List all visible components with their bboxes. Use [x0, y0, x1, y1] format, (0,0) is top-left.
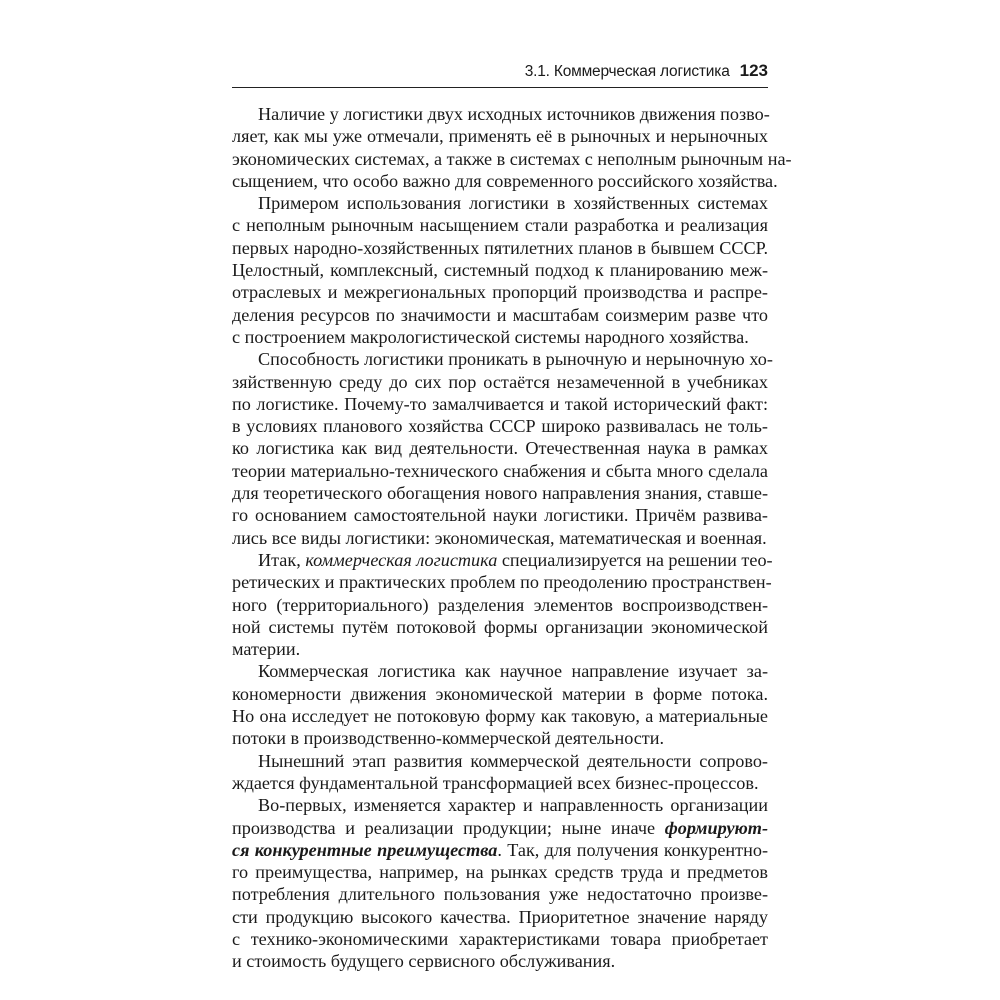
paragraph [232, 660, 768, 749]
paragraph [232, 794, 768, 972]
emphasized-text: формируют- [664, 817, 768, 838]
text-span: Примером использования логистики в хозяйственных системах [258, 193, 768, 214]
text-span: деления ресурсов по значимости и масштабам соизмерим разве что [232, 304, 768, 325]
text-line [232, 638, 768, 660]
text-line [232, 170, 778, 192]
text-line [232, 527, 768, 549]
text-span: ретических и практических проблем по преодолению пространствен- [232, 572, 772, 593]
text-line [232, 683, 768, 705]
text-line [232, 549, 773, 571]
text-line [232, 437, 768, 459]
text-span: в условиях планового хозяйства СССР широко развивалась не толь- [232, 416, 768, 437]
text-span: экономических системах, а также в системах с неполным рыночным на- [232, 148, 792, 169]
section-title: 3.1. Коммерческая логистика [524, 63, 730, 80]
text-line [232, 817, 768, 839]
text-span: для теоретического обогащения нового направления знания, ставше- [232, 483, 768, 504]
paragraph [232, 348, 773, 549]
text-span: Наличие у логистики двух исходных источников движения позво- [258, 104, 770, 124]
text-span: зяйственную среду до сих пор остаётся незамеченной в учебниках [232, 371, 768, 392]
text-span: ного (территориального) разделения элементов воспроизводствен- [232, 594, 768, 615]
text-line [232, 950, 768, 972]
text-span: с построением макрологистической системы народного хозяйства. [232, 326, 749, 347]
text-line [232, 281, 768, 303]
text-span: кономерности движения экономической материи в форме потока. [232, 683, 768, 704]
text-line [232, 326, 768, 348]
text-span: по логистике. Почему-то замалчивается и такой исторический факт: [232, 393, 768, 414]
text-span: первых народно-хозяйственных пятилетних планов в бывшем СССР. [232, 237, 768, 258]
text-line [232, 482, 768, 504]
text-line [232, 148, 792, 170]
paragraph [232, 103, 792, 192]
text-span: Коммерческая логистика как научное направление изучает за- [258, 661, 768, 682]
text-span: Нынешний этап развития коммерческой деятельности сопрово- [258, 750, 768, 771]
text-line [232, 594, 768, 616]
running-header [232, 58, 768, 88]
text-line [232, 415, 768, 437]
text-line [232, 237, 768, 259]
text-line [232, 928, 768, 950]
text-line [232, 393, 768, 415]
text-line [232, 794, 768, 816]
paragraph [232, 192, 768, 348]
text-line [232, 192, 768, 214]
text-span: Но она исследует не потоковую форму как таковую, а материальные [232, 706, 768, 727]
text-span: материи. [232, 639, 301, 660]
text-line [232, 214, 768, 236]
text-line [232, 103, 768, 125]
text-line [232, 906, 768, 928]
text-line [232, 504, 768, 526]
text-line [232, 304, 768, 326]
text-span: ждается фундаментальной трансформацией всех бизнес-процессов. [232, 772, 759, 793]
text-line [232, 259, 768, 281]
text-span: ко логистика как вид деятельности. Отечественная наука в рамках [232, 438, 768, 459]
text-line [232, 660, 768, 682]
text-line [232, 705, 768, 727]
text-span: потоки в производственно-коммерческой деятельности. [232, 728, 665, 749]
text-span: го преимущества, например, на рынках средств труда и предметов [232, 862, 768, 883]
text-line [232, 750, 768, 772]
text-span: . Так, для получения конкурентно- [497, 839, 768, 860]
text-span: сти продукцию высокого качества. Приоритетное значение наряду [232, 906, 768, 927]
text-span: Способность логистики проникать в рыночную и нерыночную хо- [258, 349, 773, 370]
text-line [232, 616, 768, 638]
body-text [232, 103, 792, 973]
text-span: отраслевых и межрегиональных пропорций производства и распре- [232, 282, 768, 303]
text-line [232, 772, 768, 794]
text-span: теории материально-технического снабжения и сбыта много сделала [232, 460, 768, 481]
text-span: Целостный, комплексный, системный подход к планированию меж- [232, 260, 768, 281]
text-line [232, 125, 768, 147]
text-line [232, 839, 768, 861]
text-span: с неполным рыночным насыщением стали разработка и реализация [232, 215, 768, 236]
text-span: Итак, [258, 549, 306, 570]
text-span: ной системы путём потоковой формы организации экономической [232, 616, 768, 637]
text-line [232, 460, 768, 482]
text-span: потребления длительного пользования уже недостаточно произве- [232, 884, 768, 905]
text-span: ляет, как мы уже отмечали, применять её в рыночных и нерыночных [232, 126, 768, 147]
text-line [232, 727, 768, 749]
text-span: го основанием самостоятельной науки логистики. Причём развива- [232, 505, 768, 526]
text-span: специализируется на решении тео- [497, 549, 773, 570]
text-line [232, 861, 768, 883]
text-span: лись все виды логистики: экономическая, математическая и военная. [232, 527, 767, 548]
text-line [232, 348, 773, 370]
paragraph [232, 549, 773, 660]
text-span: Во-первых, изменяется характер и направленность организации [258, 795, 768, 816]
emphasized-text: ся конкурентные преимущества [232, 839, 498, 860]
page-number: 123 [739, 61, 768, 80]
emphasized-text: коммерческая логистика [305, 549, 498, 570]
text-line [232, 571, 772, 593]
paragraph [232, 750, 768, 795]
text-line [232, 371, 768, 393]
text-span: производства и реализации продукции; ныне иначе [232, 817, 665, 838]
text-line [232, 883, 768, 905]
text-span: сыщением, что особо важно для современного российского хозяйства. [232, 170, 778, 191]
text-span: с технико-экономическими характеристиками товара приобретает [232, 928, 768, 949]
text-span: и стоимость будущего сервисного обслуживания. [232, 951, 616, 972]
